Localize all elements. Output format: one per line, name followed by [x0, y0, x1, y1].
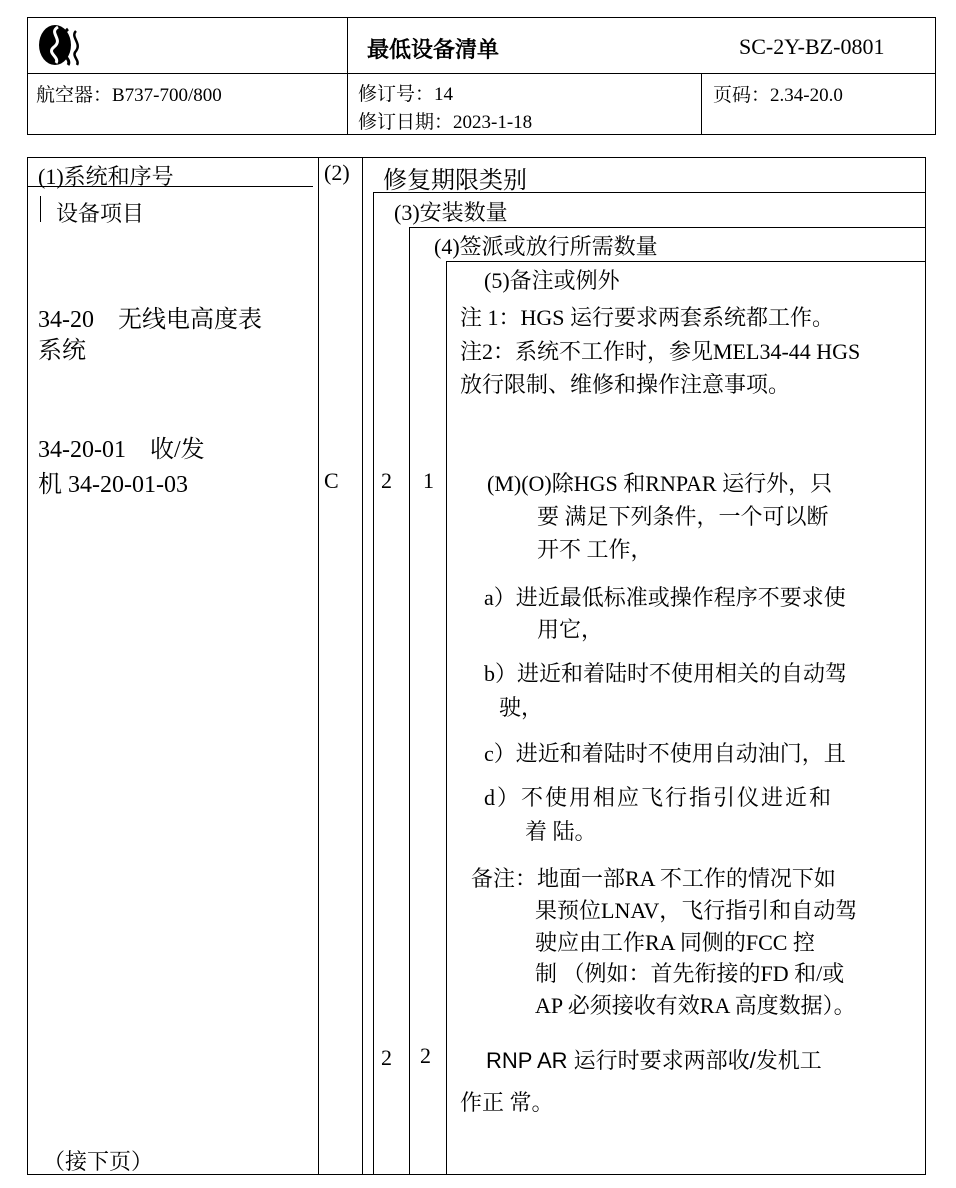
condition-a-line1: a）进近最低标准或操作程序不要求使 [484, 585, 846, 610]
system-note-2-line1: 注2：系统不工作时，参见MEL34-44 HGS [460, 339, 861, 364]
row1-note-line3: 驶应由工作RA 同侧的FCC 控 [535, 930, 815, 955]
row2-installed: 2 [381, 1045, 392, 1070]
c5-header-line [446, 261, 925, 262]
row2-remark-line2: 作正 常。 [460, 1090, 554, 1115]
col-divider-3 [373, 192, 374, 1175]
continued-note: （接下页） [43, 1149, 154, 1174]
header-border-mid [27, 73, 936, 74]
page-number: 页码：2.34-20.0 [713, 85, 843, 106]
row1-installed: 2 [381, 468, 392, 493]
header-border-bottom [27, 134, 936, 135]
system-title-line1: 34-20 无线电高度表 [38, 307, 262, 333]
item-id-line2: 机 34-20-01-03 [38, 472, 188, 498]
col3-header: (3)安装数量 [394, 200, 508, 225]
row1-note-line5: AP 必须接收有效RA 高度数据）。 [535, 993, 856, 1018]
row1-remark-line3: 开不 工作， [537, 537, 653, 562]
table-border-right [925, 157, 926, 1175]
header-divider-2 [701, 73, 702, 135]
col1-subheader: 设备项目 [56, 201, 145, 226]
item-id-line1: 34-20-01 收/发 [38, 437, 205, 463]
aircraft-type: 航空器：B737-700/800 [36, 85, 222, 106]
col4-header: (4)签派或放行所需数量 [434, 234, 658, 259]
header-border-left [27, 17, 28, 135]
col-divider-4 [409, 227, 410, 1175]
c4-header-line [409, 227, 925, 228]
row1-note-line1: 备注：地面一部RA 不工作的情况下如 [471, 866, 836, 891]
row1-note-line4: 制 （例如：首先衔接的FD 和/或 [535, 961, 845, 986]
col5-header: (5)备注或例外 [484, 268, 620, 293]
condition-d-line1: d）不使用相应飞行指引仪进近和 [484, 785, 834, 810]
condition-a-line2: 用它， [537, 617, 604, 642]
system-title-line2: 系统 [38, 338, 86, 364]
system-note-1: 注 1：HGS 运行要求两套系统都工作。 [460, 305, 835, 330]
col-divider-5 [446, 261, 447, 1175]
col2-header: (2) [324, 160, 350, 185]
row2-remark-text: RNP AR 运行时要求两部收/发机工 [486, 1048, 822, 1073]
row1-required: 1 [423, 468, 434, 493]
condition-b-line2: 驶， [499, 695, 544, 720]
row1-note-line2: 果预位LNAV，飞行指引和自动驾 [535, 898, 858, 923]
document-title: 最低设备清单 [367, 37, 500, 62]
table-border-bottom [27, 1174, 926, 1175]
document-number: SC-2Y-BZ-0801 [739, 34, 885, 59]
col2-label: 修复期限类别 [383, 168, 527, 194]
table-border-top [27, 157, 926, 158]
system-note-2-line2: 放行限制、维修和操作注意事项。 [460, 372, 791, 397]
header-divider-1 [347, 17, 348, 135]
header-border-top [27, 17, 936, 18]
col1-header: (1)系统和序号 [38, 164, 174, 189]
row2-remark-line1 [486, 1044, 822, 1075]
condition-c-line1: c）进近和着陆时不使用自动油门，且 [484, 741, 846, 766]
table-border-left [27, 157, 28, 1175]
header-border-right [935, 17, 936, 135]
col-divider-1 [318, 157, 319, 1175]
col-divider-2 [362, 157, 363, 1175]
revision-number: 修订号：14 [358, 84, 454, 105]
revision-date: 修订日期：2023-1-18 [358, 112, 533, 133]
row1-remark-line1: (M)(O)除HGS 和RNPAR 运行外，只 [487, 471, 833, 496]
row1-remark-line2: 要 满足下列条件，一个可以断 [537, 504, 829, 529]
row2-required: 2 [420, 1043, 431, 1068]
airline-logo [34, 21, 84, 69]
condition-b-line1: b）进近和着陆时不使用相关的自动驾 [484, 661, 848, 686]
c1-sub-tick [40, 196, 41, 222]
condition-d-line2: 着 陆。 [525, 819, 597, 844]
repair-category: C [324, 468, 339, 493]
